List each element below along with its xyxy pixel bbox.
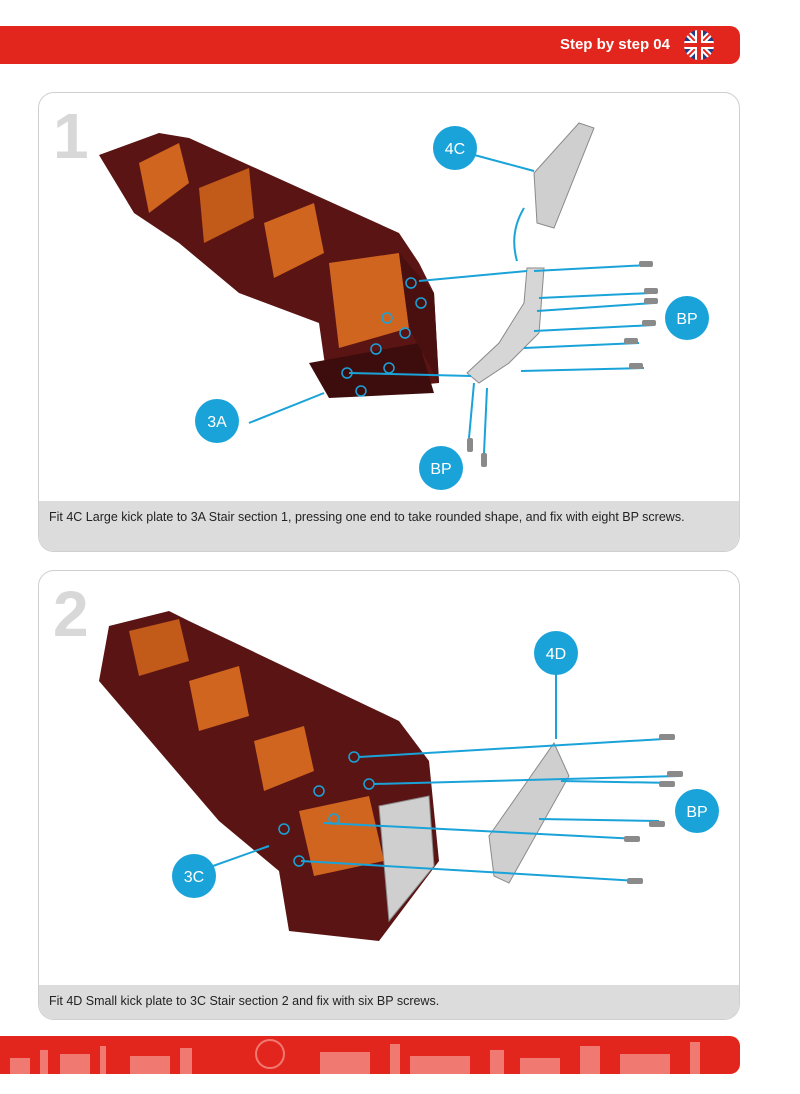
label-4c [433, 126, 477, 170]
page-title: Step by step 04 [559, 36, 670, 53]
label-bp-bottom-text: BP [430, 461, 452, 478]
header-bar [0, 26, 740, 64]
kick-plate-4c [467, 123, 594, 383]
label-4c-text: 4C [444, 141, 466, 158]
label-bp-right-text: BP [676, 311, 698, 328]
step-2-illustration [39, 571, 739, 985]
label-bp-right-text: BP [686, 804, 708, 821]
label-4d [534, 631, 578, 675]
footer-bar [0, 1036, 740, 1074]
step-number: 1 [53, 100, 89, 172]
uk-flag-icon [684, 30, 714, 60]
step-2-panel [38, 570, 740, 1020]
stair-section-3a [99, 133, 439, 398]
step-number: 2 [53, 578, 89, 650]
stair-section-3c [99, 611, 439, 941]
label-3a-text: 3A [207, 414, 227, 431]
label-3c-text: 3C [183, 869, 205, 886]
label-3a [195, 399, 239, 443]
bp-screws [624, 734, 683, 884]
skyline-decoration [0, 1036, 740, 1074]
label-bp-right [675, 789, 719, 833]
step-2-caption: Fit 4D Small kick plate to 3C Stair section 2 and fix with six BP screws. [39, 985, 739, 1019]
step-1-caption: Fit 4C Large kick plate to 3A Stair section 1, pressing one end to take rounded shape, and fix with eight BP screws. [39, 501, 739, 551]
label-3c [172, 854, 216, 898]
kick-plate-4d [489, 743, 569, 883]
step-1-panel [38, 92, 740, 552]
label-bp-right [665, 296, 709, 340]
label-bp-bottom [419, 446, 463, 490]
label-4d-text: 4D [545, 646, 567, 663]
step-1-illustration [39, 93, 739, 501]
